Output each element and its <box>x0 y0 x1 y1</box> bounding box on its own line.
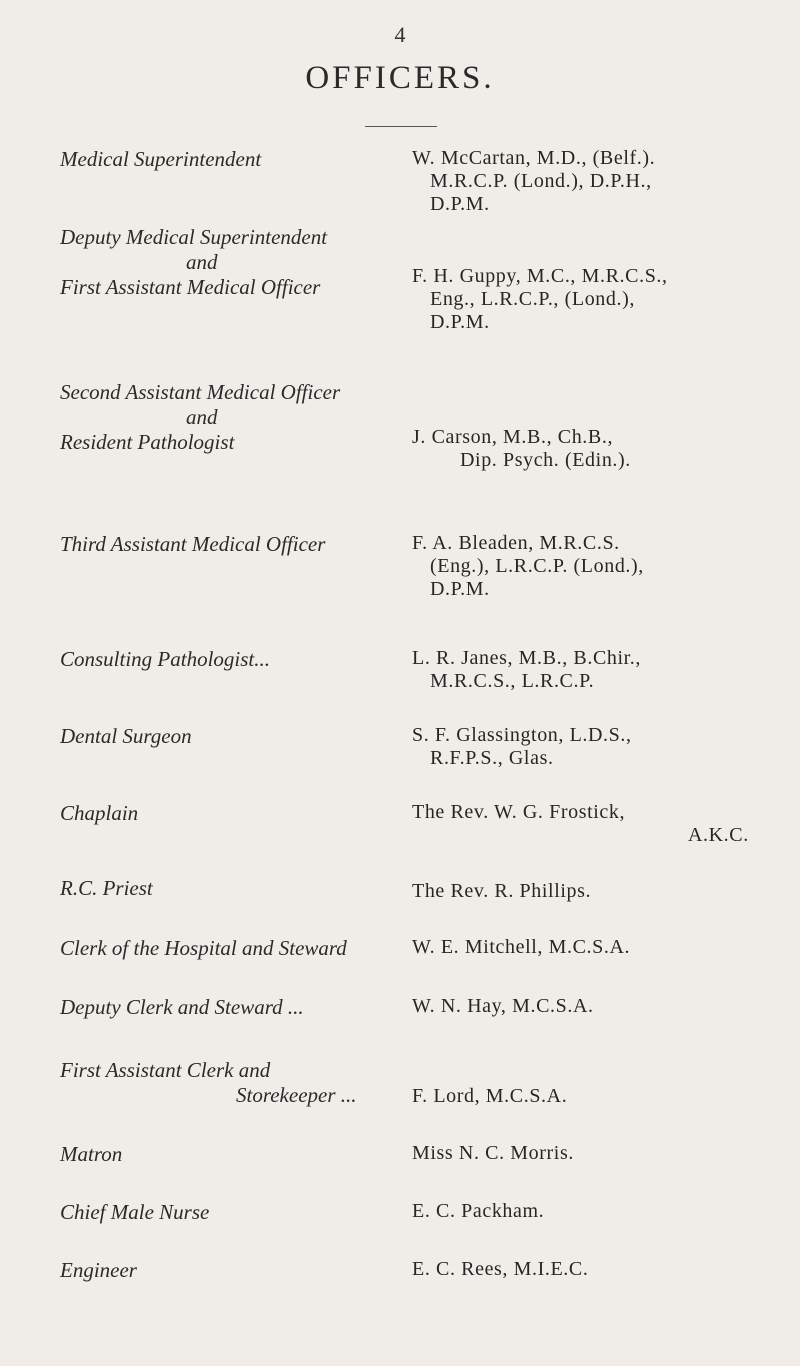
officer-role <box>60 1142 410 1167</box>
officer-name <box>412 1142 782 1165</box>
name-line: W. McCartan, M.D., (Belf.). <box>412 147 656 169</box>
page-number: 4 <box>394 22 406 47</box>
name-line: Eng., L.R.C.P., (Lond.), <box>430 288 635 310</box>
officer-name <box>412 801 782 847</box>
name-line: J. Carson, M.B., Ch.B., <box>412 426 614 448</box>
name-line: A.K.C. <box>688 824 749 846</box>
name-line: The Rev. W. G. Frostick, <box>412 801 626 823</box>
name-line: M.R.C.P. (Lond.), D.P.H., <box>430 170 652 192</box>
role-line: and <box>186 250 218 274</box>
officer-name <box>412 647 782 693</box>
role-line: Engineer <box>60 1258 137 1282</box>
officer-role <box>60 647 410 672</box>
name-line: D.P.M. <box>430 311 490 333</box>
page-title: OFFICERS. <box>305 60 495 96</box>
role-line: Chief Male Nurse <box>60 1200 210 1224</box>
officer-role <box>60 724 410 749</box>
role-line: Matron <box>60 1142 123 1166</box>
officer-role <box>60 995 410 1020</box>
officer-role <box>60 1200 410 1225</box>
officer-role <box>60 147 410 172</box>
name-line: Dip. Psych. (Edin.). <box>460 449 631 471</box>
officer-name <box>412 724 782 770</box>
officer-role <box>60 801 410 826</box>
name-line: S. F. Glassington, L.D.S., <box>412 724 632 746</box>
name-line: The Rev. R. Phillips. <box>412 880 592 902</box>
officer-name <box>412 995 782 1018</box>
name-line: R.F.P.S., Glas. <box>430 747 554 769</box>
officer-name <box>412 1200 782 1223</box>
officer-name <box>412 147 782 216</box>
role-line: Second Assistant Medical Officer <box>60 380 341 404</box>
name-line: L. R. Janes, M.B., B.Chir., <box>412 647 641 669</box>
role-line: Storekeeper ... <box>236 1083 357 1107</box>
role-line: Resident Pathologist <box>60 430 235 454</box>
role-line: First Assistant Clerk and <box>60 1058 271 1082</box>
role-line: Dental Surgeon <box>60 724 192 748</box>
officer-name <box>412 1258 782 1281</box>
role-line: Third Assistant Medical Officer <box>60 532 326 556</box>
name-line: E. C. Rees, M.I.E.C. <box>412 1258 589 1280</box>
role-line: Deputy Medical Superintendent <box>60 225 328 249</box>
name-line: (Eng.), L.R.C.P. (Lond.), <box>430 555 644 577</box>
officer-name <box>412 426 782 472</box>
officer-role <box>60 936 410 961</box>
officer-role <box>60 225 410 300</box>
role-line: Clerk of the Hospital and Steward <box>60 936 347 960</box>
name-line: F. A. Bleaden, M.R.C.S. <box>412 532 620 554</box>
role-line: First Assistant Medical Officer <box>60 275 321 299</box>
officer-role <box>60 1058 410 1108</box>
officer-name <box>412 936 782 959</box>
officer-role <box>60 532 410 557</box>
role-line: Medical Superintendent <box>60 147 262 171</box>
role-line: R.C. Priest <box>60 876 153 900</box>
title-underline <box>365 126 437 127</box>
name-line: W. N. Hay, M.C.S.A. <box>412 995 594 1017</box>
officer-role <box>60 876 410 901</box>
officer-name <box>412 880 782 903</box>
role-line: Chaplain <box>60 801 139 825</box>
officer-role <box>60 380 410 455</box>
name-line: F. H. Guppy, M.C., M.R.C.S., <box>412 265 668 287</box>
name-line: F. Lord, M.C.S.A. <box>412 1085 568 1107</box>
name-line: M.R.C.S., L.R.C.P. <box>430 670 595 692</box>
officer-name <box>412 532 782 601</box>
name-line: E. C. Packham. <box>412 1200 545 1222</box>
role-line: Consulting Pathologist... <box>60 647 271 671</box>
officer-role <box>60 1258 410 1283</box>
name-line: W. E. Mitchell, M.C.S.A. <box>412 936 631 958</box>
name-line: D.P.M. <box>430 193 490 215</box>
name-line: D.P.M. <box>430 578 490 600</box>
role-line: and <box>186 405 218 429</box>
role-line: Deputy Clerk and Steward ... <box>60 995 304 1019</box>
officer-name <box>412 1085 782 1108</box>
officer-name <box>412 265 782 334</box>
name-line: Miss N. C. Morris. <box>412 1142 574 1164</box>
